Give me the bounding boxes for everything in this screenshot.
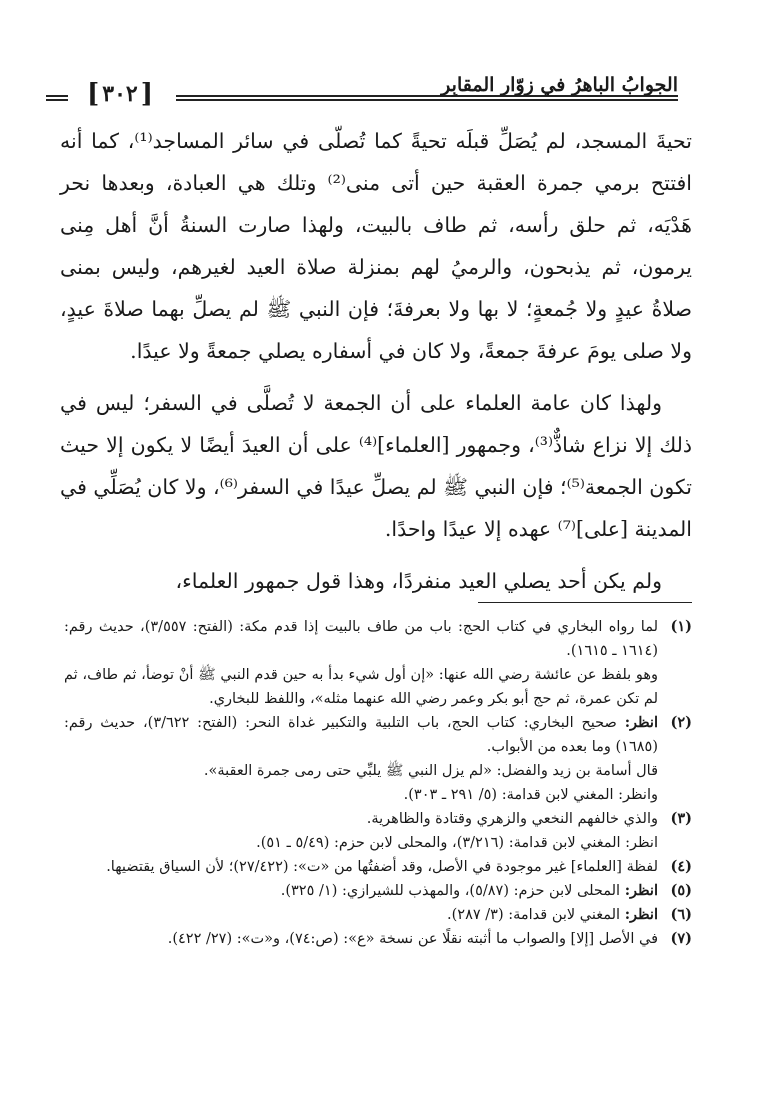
footnote-lead: انظر: (624, 882, 658, 899)
footnote-number: (١) (670, 618, 692, 635)
page-number-box (68, 78, 172, 110)
footnote-number: (٦) (670, 906, 692, 923)
footnote-text: المغني لابن قدامة: (٣/ ٢٨٧). (447, 907, 621, 923)
footnote-number: (٤) (670, 858, 692, 875)
footnote-text: وانظر: المغني لابن قدامة: (٥/ ٢٩١ ـ ٣٠٣). (403, 787, 658, 803)
footnote-number: (٢) (670, 714, 692, 731)
footnote-1 (64, 615, 692, 711)
footnote-4 (64, 855, 692, 879)
footnote-text: صحيح البخاري: كتاب الحج، باب التلبية والتكبير غداة النحر: (الفتح: ٣/٦٢٢)، حديث رقم: (١٦٨٥) وما بعده من الأبواب. (64, 715, 658, 755)
footnote-text: المحلى لابن حزم: (٥/٨٧)، والمهذب للشيرازي: (١/ ٣٢٥). (280, 883, 621, 899)
footnote-3 (64, 807, 692, 855)
bracket-left: [ (86, 79, 100, 109)
footnote-number: (٣) (670, 810, 692, 827)
footnote-separator (478, 602, 692, 603)
footnote-lead: انظر: (624, 714, 658, 731)
footnote-lead: انظر: (624, 906, 658, 923)
paragraph: تحيةَ المسجد، لم يُصَلِّ قبلَه تحيةً كما تُصلّى في سائر المساجد⁽¹⁾، كما أنه افتتح برمي جمرة العقبة حين أتى منى⁽²⁾ وتلك هي العبادة، وبعدها نحر هَدْيَه، ثم حلق رأسه، ثم طاف بالبيت، ولهذا صارت السنةُ أنَّ أهل مِنى يرمون، ثم يذبحون، والرميُ لهم بمنزلة صلاة العيد لغيرهم، وليس بمنى صلاةُ عيدٍ ولا جُمعةٍ؛ لا بها ولا بعرفةَ؛ فإن النبي ﷺ لم يصلِّ بهما صلاةَ عيدٍ، ولا صلى يومَ عرفةَ جمعةً، ولا كان في أسفاره يصلي جمعةً ولا عيدًا. (60, 129, 692, 363)
footnote-text: وهو بلفظ عن عائشة رضي الله عنها: «إن أول شيء بدأ به حين قدم النبي ﷺ أنْ توضأ، ثم طاف، ثم لم تكن عمرة، ثم حج أبو بكر وعمر رضي الله عنهما مثله»، واللفظ للبخاري. (64, 667, 658, 707)
footnote-text: لفظة [العلماء] غير موجودة في الأصل، وقد أضفتُها من «ت»: (٢٧/٤٢٢)؛ لأن السياق يقتضيها. (106, 859, 658, 875)
main-text (60, 120, 692, 602)
footnote-6 (64, 903, 692, 927)
footnote-5 (64, 879, 692, 903)
header-rule-left (46, 95, 68, 101)
footnotes (64, 615, 692, 951)
footnote-text: لما رواه البخاري في كتاب الحج: باب من طاف بالبيت إذا قدم مكة: (الفتح: ٣/٥٥٧)، حديث رقم: (١٦١٤ ـ ١٦١٥). (64, 619, 659, 659)
footnote-text: والذي خالفهم النخعي والزهري وقتادة والظاهرية. (366, 811, 658, 827)
footnote-text: في الأصل [إلا] والصواب ما أثبته نقلًا عن نسخة «ع»: (ص:٧٤)، و«ت»: (٢٧/ ٤٢٢). (167, 931, 658, 947)
footnote-2 (64, 711, 692, 807)
bracket-right: ] (140, 79, 154, 109)
paragraph: ولم يكن أحد يصلي العيد منفردًا، وهذا قول جمهور العلماء، (175, 569, 662, 593)
page-number: ٣٠٢ (102, 81, 138, 107)
footnote-text: انظر: المغني لابن قدامة: (٣/٢١٦)، والمحلى لابن حزم: (٥/٤٩ ـ ٥١). (256, 835, 658, 851)
footnote-7 (64, 927, 692, 951)
paragraph: ولهذا كان عامة العلماء على أن الجمعة لا تُصلَّى في السفر؛ ليس في ذلك إلا نزاع شاذٌّ⁽³⁾، وجمهور [العلماء]⁽⁴⁾ على أن العيدَ أيضًا لا يكون إلا حيث تكون الجمعة⁽⁵⁾؛ فإن النبي ﷺ لم يصلِّ عيدًا في السفر⁽⁶⁾، ولا كان يُصَلِّي في المدينة [على]⁽⁷⁾ عهده إلا عيدًا واحدًا. (60, 391, 692, 541)
footnote-text: قال أسامة بن زيد والفضل: «لم يزل النبي ﷺ يلبِّي حتى رمى جمرة العقبة». (203, 763, 658, 779)
footnote-number: (٥) (670, 882, 692, 899)
book-title: الجوابُ الباهرُ في زوّار المقابِر (441, 74, 678, 96)
footnote-number: (٧) (670, 930, 692, 947)
page-header (58, 68, 678, 116)
